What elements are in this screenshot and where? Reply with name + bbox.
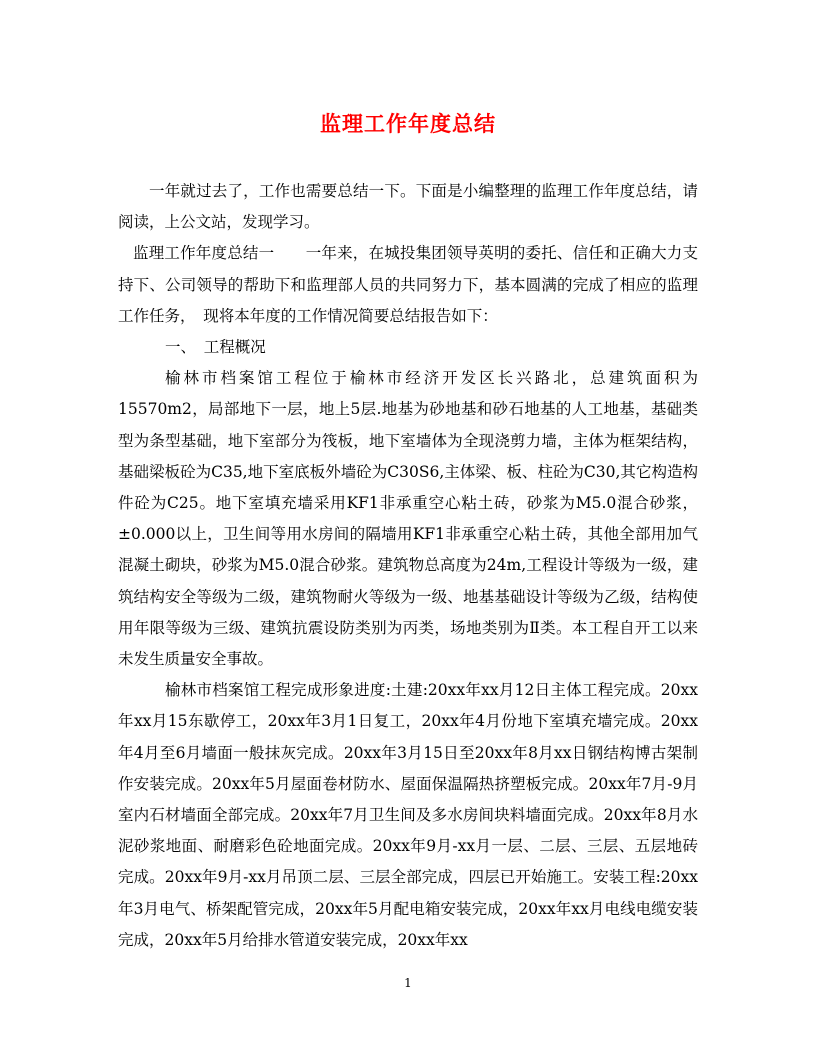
progress-paragraph: 榆林市档案馆工程完成形象进度:土建:20xx年xx月12日主体工程完成。20xx年xx月15东歇停工，20xx年3月1日复工，20xx年4月份地下室填充墙完成。20xx年4月至6月墙面一般抹灰完成。20xx年3月15日至20xx年8月xx日钢结构博古架制作安装完成。20xx年5月屋面卷材防水、屋面保温隔热挤塑板完成。20xx年7月-9月室内石材墙面全部完成。20xx年7月卫生间及多水房间块料墙面完成。20xx年8月水泥砂浆地面、耐磨彩色砼地面完成。20xx年9月-xx月一层、二层、三层、五层地砖完成。20xx年9月-xx月吊顶二层、三层全部完成，四层已开始施工。安装工程:20xx年3月电气、桥架配管完成，20xx年5月配电箱安装完成，20xx年xx月电线电缆安装完成，20xx年5月给排水管道安装完成，20xx年xx <box>118 681 698 949</box>
intro-paragraph: 一年就过去了，工作也需要总结一下。下面是小编整理的监理工作年度总结，请阅读，上公文站，发现学习。 <box>118 182 698 232</box>
section-heading: 一、 工程概况 <box>165 338 266 357</box>
page-number: 1 <box>404 976 412 990</box>
summary-paragraph: 监理工作年度总结一 一年来，在城投集团领导英明的委托、信任和正确大力支持下、公司领导的帮助下和监理部人员的共同努力下，基本圆满的完成了相应的监理工作任务， 现将本年度的工作情况简要总结报告如下： <box>118 244 698 325</box>
document-body <box>118 176 698 956</box>
document-title: 监理工作年度总结 <box>320 111 496 136</box>
project-overview-paragraph: 榆林市档案馆工程位于榆林市经济开发区长兴路北，总建筑面积为15570m2，局部地下一层，地上5层.地基为砂地基和砂石地基的人工地基，基础类型为条型基础，地下室部分为筏板，地下室墙体为全现浇剪力墙，主体为框架结构，基础梁板砼为C35,地下室底板外墙砼为C30S6,主体梁、板、柱砼为C30,其它构造构件砼为C25。地下室填充墙采用KF1非承重空心粘土砖，砂浆为M5.0混合砂浆，±0.000以上，卫生间等用水房间的隔墙用KF1非承重空心粘土砖，其他全部用加气混凝土砌块，砂浆为M5.0混合砂浆。建筑物总高度为24m,工程设计等级为一级，建筑结构安全等级为二级，建筑物耐火等级为一级、地基基础设计等级为乙级，结构使用年限等级为三级、建筑抗震设防类别为丙类，场地类别为Ⅱ类。本工程自开工以来未发生质量安全事故。 <box>118 369 698 669</box>
